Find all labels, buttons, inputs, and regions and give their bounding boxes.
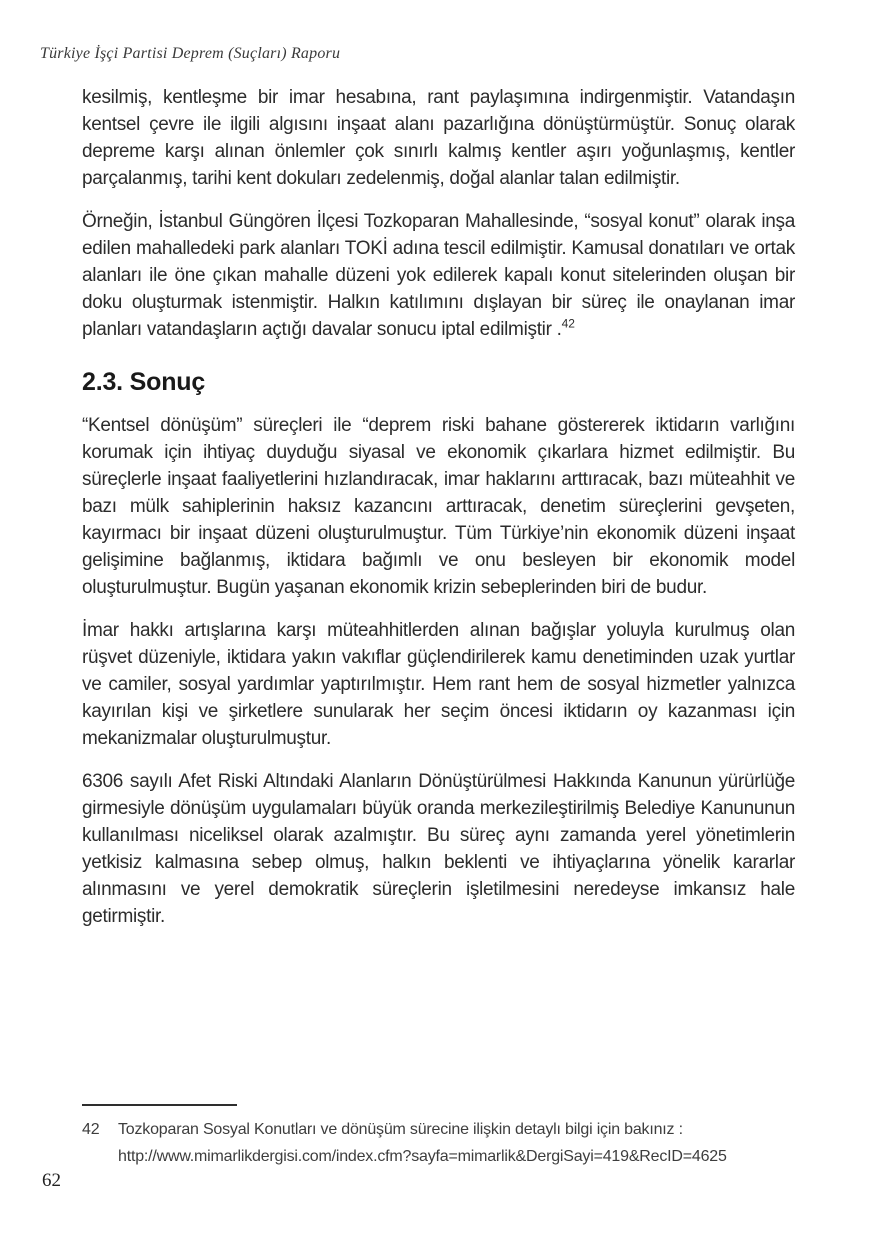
paragraph-1: kesilmiş, kentleşme bir imar hesabına, rant paylaşımına indirgenmiştir. Vatandaşın kentsel çevre ile ilgili algısını inşaat alanı pazarlığına dönüştürmüştür. Sonuç olarak depreme karşı alınan önlemler çok sınırlı kalmış kentler aşırı yoğunlaşmış, kentler parçalanmış, tarihi kent dokuları zedelenmiş, doğal alanlar talan edilmiştir. xyxy=(82,87,795,189)
running-header: Türkiye İşçi Partisi Deprem (Suçları) Raporu xyxy=(40,45,341,62)
footnote-ref-42: 42 xyxy=(561,316,575,331)
paragraph-5: 6306 sayılı Afet Riski Altındaki Alanların Dönüştürülmesi Hakkında Kanunun yürürlüğe girmesiyle dönüşüm uygulamaları büyük oranda merkezileştirilmiş Belediye Kanununun kullanılması niceliksel olarak azalmıştır. Bu süreç aynı zamanda yerel yönetimlerin yetkisiz kalmasına sebep olmuş, halkın beklenti ve ihtiyaçlarına yönelik kararlar alınmasını ve yerel demokratik süreçlerin işletilmesini neredeyse imkansız hale getirmiştir. xyxy=(82,771,795,927)
footnote xyxy=(82,1116,795,1170)
footnote-area xyxy=(82,1104,795,1170)
section-heading: 2.3. Sonuç xyxy=(82,368,206,396)
footnote-text: Tozkoparan Sosyal Konutları ve dönüşüm sürecine ilişkin detaylı bilgi için bakınız : http://www.mimarlikdergisi.com/index.cfm?sayfa=mimarlik&DergiSayi=419&RecID=4625 xyxy=(118,1121,727,1165)
body-text-block xyxy=(82,84,795,930)
footnote-separator xyxy=(82,1104,237,1106)
paragraph-3: “Kentsel dönüşüm” süreçleri ile “deprem riski bahane göstererek iktidarın varlığını korumak için ihtiyaç duyduğu siyasal ve ekonomik çıkarlara hizmet edilmiştir. Bu süreçlerle inşaat faaliyetlerini hızlandıracak, imar haklarını arttıracak, bazı müteahhit ve bazı mülk sahiplerinin haksız kazancını arttıracak, denetim süreçlerini gevşeten, kayırmacı bir inşaat düzeni oluşturulmuştur. Tüm Türkiye’nin ekonomik düzeni inşaat gelişimine bağlanmış, iktidara bağımlı ve onu besleyen bir ekonomik model oluşturulmuştur. Bugün yaşanan ekonomik krizin sebeplerinden biri de budur. xyxy=(82,415,795,598)
paragraph-2-text: Örneğin, İstanbul Güngören İlçesi Tozkoparan Mahallesinde, “sosyal konut” olarak inşa edilen mahalledeki park alanları TOKİ adına tescil edilmiştir. Kamusal donatıları ve ortak alanları ile öne çıkan mahalle düzeni yok edilerek kapalı konut sitelerinden oluşan bir doku oluşturmak istenmiştir. Halkın katılımını dışlayan bir süreç ile onaylanan imar planları vatandaşların açtığı davalar sonucu iptal edilmiştir . xyxy=(82,211,795,340)
page-number: 62 xyxy=(42,1170,61,1191)
footnote-number: 42 xyxy=(82,1121,100,1138)
paragraph-4: İmar hakkı artışlarına karşı müteahhitlerden alınan bağışlar yoluyla kurulmuş olan rüşvet düzeniyle, iktidara yakın vakıflar güçlendirilerek kamu denetiminden uzak yurtlar ve camiler, sosyal yardımlar yaptırılmıştır. Hem rant hem de sosyal hizmetler yalnızca kayırılan kişi ve şirketlere sunularak her seçim öncesi iktidarın oy kazanması için mekanizmalar oluşturulmuştur. xyxy=(82,620,795,749)
paragraph-2 xyxy=(82,208,795,343)
